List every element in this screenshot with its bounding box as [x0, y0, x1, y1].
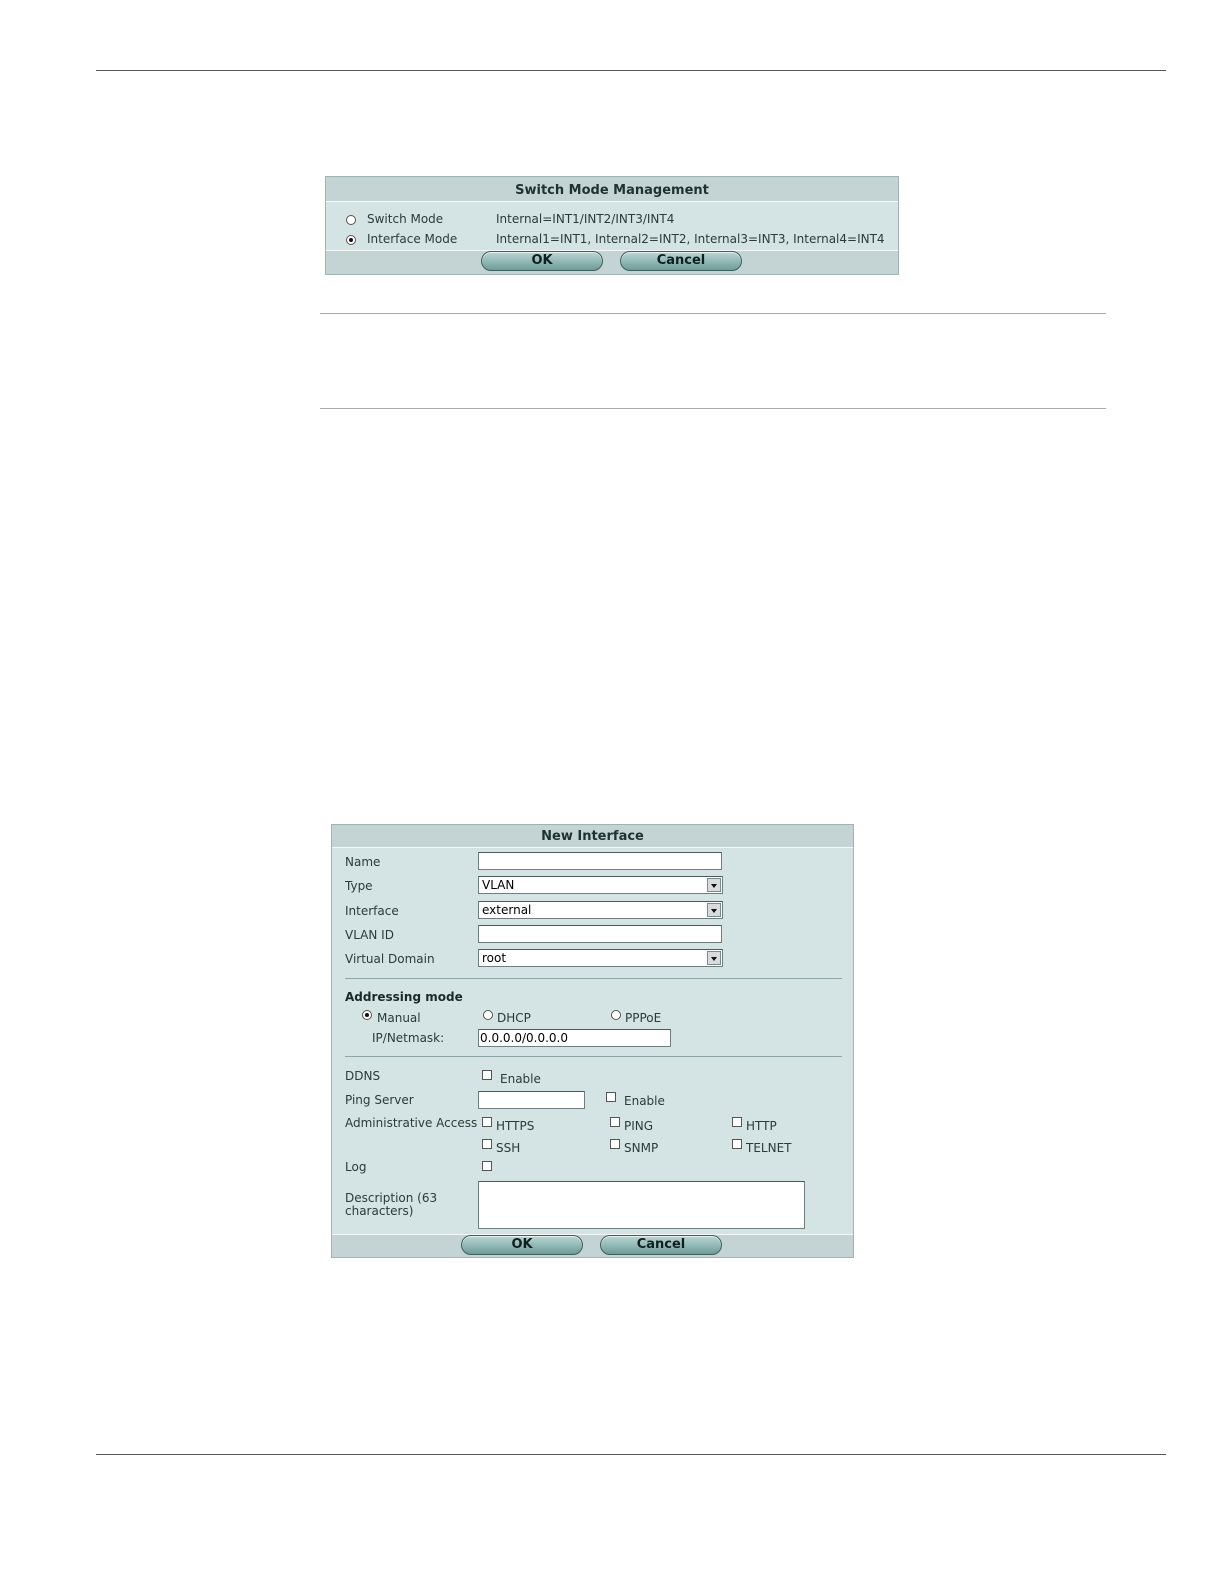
ddns-enable-checkbox[interactable] — [482, 1070, 492, 1080]
virtual-domain-label: Virtual Domain — [345, 952, 435, 966]
access-snmp-checkbox[interactable] — [610, 1139, 620, 1149]
ddns-label: DDNS — [345, 1069, 381, 1083]
cancel-button[interactable]: Cancel — [620, 251, 742, 271]
switch-mode-radio[interactable] — [346, 215, 356, 225]
new-interface-footer — [332, 1234, 853, 1257]
virtual-domain-select[interactable] — [478, 949, 723, 967]
access-http-label: HTTP — [746, 1119, 777, 1133]
switch-mode-footer — [326, 250, 898, 274]
switch-mode-label: Switch Mode — [367, 212, 444, 226]
vlan-id-input[interactable] — [478, 925, 722, 943]
access-ssh-checkbox[interactable] — [482, 1139, 492, 1149]
access-telnet-checkbox[interactable] — [732, 1139, 742, 1149]
access-https-checkbox[interactable] — [482, 1117, 492, 1127]
ping-server-input[interactable] — [478, 1091, 585, 1109]
access-http-checkbox[interactable] — [732, 1117, 742, 1127]
description-textarea[interactable] — [478, 1181, 805, 1229]
access-https-label: HTTPS — [496, 1119, 535, 1133]
addressing-manual-label: Manual — [377, 1011, 421, 1025]
interface-select[interactable] — [478, 901, 723, 919]
type-select-value: VLAN — [482, 878, 515, 892]
header-rule — [96, 70, 1166, 71]
addressing-pppoe-label: PPPoE — [625, 1011, 662, 1025]
addressing-manual-radio[interactable] — [362, 1010, 372, 1020]
ok-button[interactable]: OK — [461, 1235, 583, 1255]
ip-netmask-input[interactable]: 0.0.0.0/0.0.0.0 — [478, 1029, 671, 1047]
log-checkbox[interactable] — [482, 1161, 492, 1171]
switch-mode-dialog — [325, 176, 899, 275]
chevron-down-icon[interactable] — [707, 878, 721, 892]
switch-mode-title: Switch Mode Management — [326, 177, 898, 202]
access-ping-checkbox[interactable] — [610, 1117, 620, 1127]
ping-server-enable-checkbox[interactable] — [606, 1092, 616, 1102]
switch-mode-value: Internal=INT1/INT2/INT3/INT4 — [496, 212, 675, 226]
access-ping-label: PING — [624, 1119, 654, 1133]
addressing-dhcp-label: DHCP — [497, 1011, 531, 1025]
access-snmp-label: SNMP — [624, 1141, 659, 1155]
admin-access-label: Administrative Access — [345, 1116, 478, 1130]
access-telnet-label: TELNET — [746, 1141, 792, 1155]
note-rule-bottom — [320, 408, 1106, 409]
name-input[interactable] — [478, 852, 722, 870]
section-divider — [345, 1056, 842, 1057]
footer-rule — [96, 1454, 1166, 1455]
interface-mode-label: Interface Mode — [367, 232, 458, 246]
interface-label: Interface — [345, 904, 399, 918]
interface-mode-value: Internal1=INT1, Internal2=INT2, Internal3=INT3, Internal4=INT4 — [496, 232, 885, 246]
type-label: Type — [345, 879, 373, 893]
section-divider — [345, 978, 842, 979]
new-interface-title: New Interface — [332, 825, 853, 848]
addressing-dhcp-radio[interactable] — [483, 1010, 493, 1020]
description-label: Description (63 characters) — [345, 1191, 438, 1218]
vlan-id-label: VLAN ID — [345, 928, 394, 942]
interface-select-value: external — [482, 903, 532, 917]
addressing-mode-heading: Addressing mode — [345, 990, 463, 1004]
chevron-down-icon[interactable] — [707, 903, 721, 917]
cancel-button[interactable]: Cancel — [600, 1235, 722, 1255]
note-rule-top — [320, 313, 1106, 314]
ddns-enable-label: Enable — [500, 1072, 541, 1086]
ping-server-enable-label: Enable — [624, 1094, 665, 1108]
addressing-pppoe-radio[interactable] — [611, 1010, 621, 1020]
new-interface-dialog — [331, 824, 854, 1258]
type-select[interactable] — [478, 876, 723, 894]
ok-button[interactable]: OK — [481, 251, 603, 271]
chevron-down-icon[interactable] — [707, 951, 721, 965]
name-label: Name — [345, 855, 381, 869]
ip-netmask-label: IP/Netmask: — [372, 1031, 445, 1045]
log-label: Log — [345, 1160, 367, 1174]
virtual-domain-select-value: root — [482, 951, 507, 965]
interface-mode-radio[interactable] — [346, 235, 356, 245]
ping-server-label: Ping Server — [345, 1093, 414, 1107]
access-ssh-label: SSH — [496, 1141, 521, 1155]
